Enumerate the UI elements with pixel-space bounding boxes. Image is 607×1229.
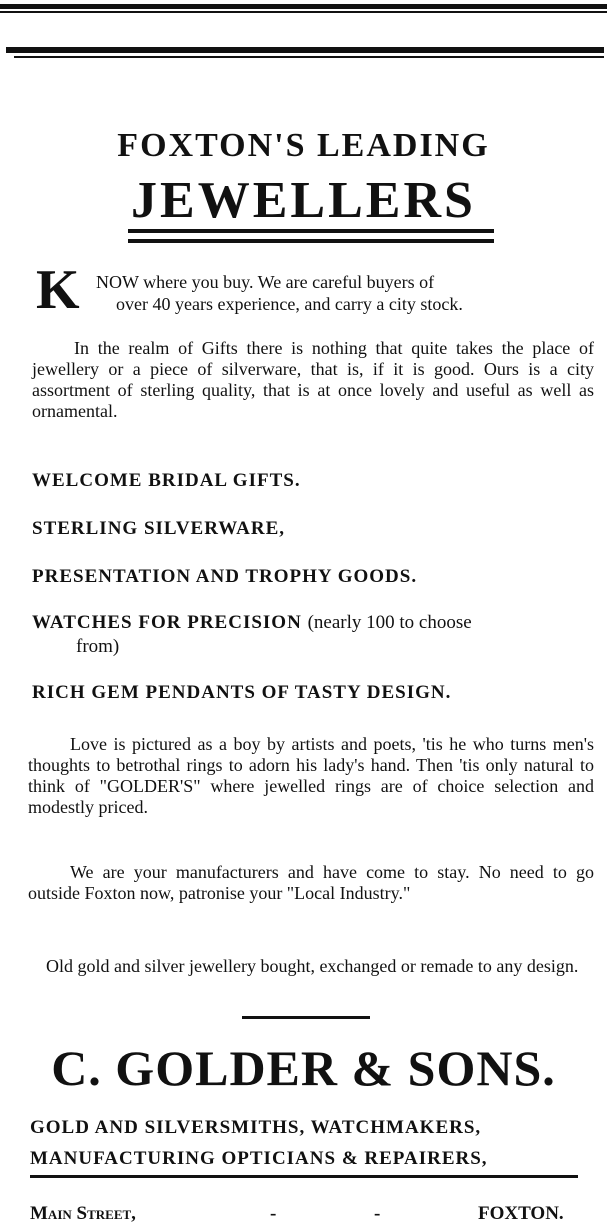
item-gem-pendants: RICH GEM PENDANTS OF TASTY DESIGN. — [32, 682, 452, 703]
intro-line-1: NOW where you buy. We are careful buyers of — [96, 272, 435, 292]
rings-paragraph: Love is pictured as a boy by artists and poets, 'tis he who turns men's thoughts to betrothal rings to adorn his lady's hand. Then 'tis only natural to think of "GOLDER'S" where jewelled rings are of choice selection and modestly priced. — [28, 734, 594, 817]
trade-line-2: MANUFACTURING OPTICIANS & REPAIRERS, — [30, 1148, 488, 1169]
gifts-paragraph: In the realm of Gifts there is nothing that quite takes the place of jewellery or a piece of silverware, that is, if it is good. Ours is a city assortment of sterling quality, that is at once lovely and useful as well as ornamental. — [32, 338, 594, 421]
drop-cap: K — [36, 259, 80, 321]
upper-frame-rule — [6, 47, 604, 53]
address-dash-2: - — [374, 1203, 381, 1224]
item-presentation-trophy: PRESENTATION AND TROPHY GOODS. — [32, 566, 418, 587]
item-watches-note-cont: from) — [76, 636, 120, 657]
trade-line-1: GOLD AND SILVERSMITHS, WATCHMAKERS, — [30, 1117, 482, 1138]
address-street: Main Street, — [30, 1203, 136, 1224]
firm-name: C. GOLDER & SONS. — [51, 1040, 556, 1096]
item-bridal-gifts: WELCOME BRIDAL GIFTS. — [32, 470, 301, 491]
item-watches — [32, 612, 602, 634]
separator-rule — [242, 1016, 370, 1019]
address-dash-1: - — [270, 1203, 277, 1224]
heading-line-2: JEWELLERS — [131, 172, 476, 229]
local-industry-paragraph: We are your manufacturers and have come to stay. No need to go outside Foxton now, patronise your "Local Industry." — [28, 862, 594, 903]
top-border-rule — [0, 4, 607, 9]
item-watches-label: WATCHES FOR PRECISION — [32, 612, 302, 633]
intro-line-2: over 40 years experience, and carry a city stock. — [116, 294, 463, 314]
top-border-rule-thin — [0, 11, 607, 13]
upper-frame-rule-thin — [14, 56, 604, 58]
heading-underline-1 — [128, 229, 494, 233]
heading-line-1: FOXTON'S LEADING — [117, 127, 490, 164]
item-sterling-silverware: STERLING SILVERWARE, — [32, 518, 286, 539]
heading-underline-2 — [128, 239, 494, 243]
address-town: FOXTON. — [478, 1203, 564, 1224]
old-gold-paragraph: Old gold and silver jewellery bought, exchanged or remade to any design. — [46, 956, 579, 976]
trade-underline — [30, 1175, 578, 1178]
item-watches-note: (nearly 100 to choose — [307, 612, 472, 633]
